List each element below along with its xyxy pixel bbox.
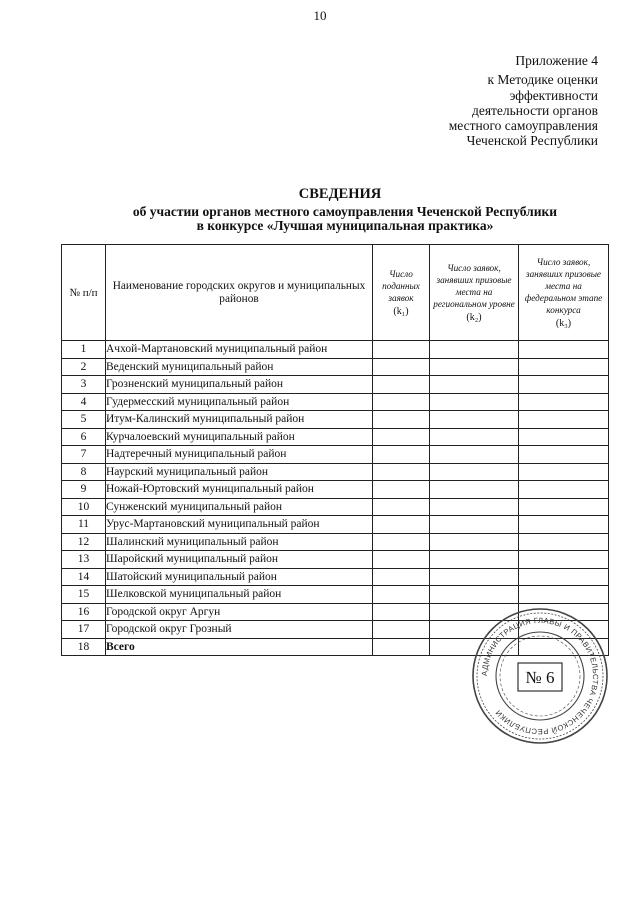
row-name: Шалинский муниципальный район bbox=[106, 533, 373, 551]
table-row bbox=[62, 428, 609, 446]
row-number: 18 bbox=[62, 638, 106, 656]
cell-k3 bbox=[519, 516, 609, 534]
header-k3-symbol: (k₃) bbox=[555, 317, 572, 329]
cell-k3 bbox=[519, 376, 609, 394]
appendix-line: Приложение 4 bbox=[515, 53, 598, 68]
cell-k2 bbox=[430, 568, 519, 586]
row-number: 8 bbox=[62, 463, 106, 481]
appendix-note bbox=[449, 53, 598, 149]
cell-k1 bbox=[373, 586, 430, 604]
cell-k3 bbox=[519, 481, 609, 499]
cell-k1 bbox=[373, 516, 430, 534]
row-number: 13 bbox=[62, 551, 106, 569]
row-number: 11 bbox=[62, 516, 106, 534]
row-number: 14 bbox=[62, 568, 106, 586]
row-name: Итум-Калинский муниципальный район bbox=[106, 411, 373, 429]
table-row bbox=[62, 411, 609, 429]
row-name: Веденский муниципальный район bbox=[106, 358, 373, 376]
official-stamp bbox=[470, 606, 610, 746]
appendix-line: местного самоуправления bbox=[448, 118, 598, 134]
cell-k1 bbox=[373, 358, 430, 376]
row-name: Шаройский муниципальный район bbox=[106, 551, 373, 569]
table-row bbox=[62, 341, 609, 359]
cell-k1 bbox=[373, 551, 430, 569]
document-subtitle bbox=[0, 205, 640, 233]
row-name: Ножай-Юртовский муниципальный район bbox=[106, 481, 373, 499]
cell-k3 bbox=[519, 411, 609, 429]
header-k2-symbol: (k₂) bbox=[466, 311, 482, 323]
document-title: СВЕДЕНИЯ bbox=[298, 186, 382, 202]
stamp-ring-text: АДМИНИСТРАЦИЯ ГЛАВЫ И ПРАВИТЕЛЬСТВА ЧЕЧЕНСКОЙ РЕСПУБЛИКИ bbox=[479, 615, 601, 737]
table-row bbox=[62, 463, 609, 481]
cell-k3 bbox=[519, 393, 609, 411]
row-number: 10 bbox=[62, 498, 106, 516]
cell-k1 bbox=[373, 621, 430, 639]
row-number: 17 bbox=[62, 621, 106, 639]
cell-k2 bbox=[430, 393, 519, 411]
row-name: Шелковской муниципальный район bbox=[106, 586, 373, 604]
header-k1-symbol: (k₁) bbox=[393, 305, 409, 317]
page-number: 10 bbox=[313, 8, 327, 23]
cell-k3 bbox=[519, 446, 609, 464]
cell-k2 bbox=[430, 481, 519, 499]
appendix-line: эффективности bbox=[509, 87, 598, 103]
row-number: 3 bbox=[62, 376, 106, 394]
appendix-line: Чеченской Республики bbox=[466, 133, 598, 149]
row-name: Шатойский муниципальный район bbox=[106, 568, 373, 586]
cell-k2 bbox=[430, 551, 519, 569]
cell-k1 bbox=[373, 446, 430, 464]
header-k3-text: Число заявок, занявших призовые места на федеральном этапе конкурса bbox=[524, 256, 603, 315]
cell-k1 bbox=[373, 498, 430, 516]
appendix-line: деятельности органов bbox=[471, 102, 598, 118]
cell-k1 bbox=[373, 638, 430, 656]
table-row bbox=[62, 358, 609, 376]
row-number: 16 bbox=[62, 603, 106, 621]
cell-k2 bbox=[430, 463, 519, 481]
header-k3 bbox=[519, 245, 609, 341]
row-name: Городской округ Аргун bbox=[106, 603, 373, 621]
header-number: № п/п bbox=[62, 245, 106, 341]
cell-k3 bbox=[519, 358, 609, 376]
cell-k2 bbox=[430, 428, 519, 446]
table-row bbox=[62, 533, 609, 551]
table-row bbox=[62, 481, 609, 499]
cell-k2 bbox=[430, 446, 519, 464]
table-row bbox=[62, 551, 609, 569]
table-row bbox=[62, 516, 609, 534]
header-k2 bbox=[430, 245, 519, 341]
header-k1 bbox=[373, 245, 430, 341]
cell-k1 bbox=[373, 463, 430, 481]
report-table bbox=[61, 244, 609, 656]
row-number: 9 bbox=[62, 481, 106, 499]
cell-k1 bbox=[373, 568, 430, 586]
subtitle-line-1: об участии органов местного самоуправления Чеченской Республики bbox=[132, 204, 558, 219]
table-row bbox=[62, 568, 609, 586]
row-name: Городской округ Грозный bbox=[106, 621, 373, 639]
row-name: Гудермесский муниципальный район bbox=[106, 393, 373, 411]
cell-k1 bbox=[373, 341, 430, 359]
cell-k3 bbox=[519, 498, 609, 516]
cell-k1 bbox=[373, 411, 430, 429]
row-number: 1 bbox=[62, 341, 106, 359]
cell-k1 bbox=[373, 481, 430, 499]
row-name: Урус-Мартановский муниципальный район bbox=[106, 516, 373, 534]
cell-k1 bbox=[373, 393, 430, 411]
header-k1-text: Число поданных заявок bbox=[382, 268, 420, 303]
row-name: Всего bbox=[106, 638, 373, 656]
cell-k3 bbox=[519, 568, 609, 586]
row-number: 4 bbox=[62, 393, 106, 411]
table-row bbox=[62, 393, 609, 411]
row-number: 12 bbox=[62, 533, 106, 551]
row-number: 6 bbox=[62, 428, 106, 446]
cell-k1 bbox=[373, 603, 430, 621]
table-row bbox=[62, 376, 609, 394]
cell-k2 bbox=[430, 411, 519, 429]
stamp-number: № 6 bbox=[525, 668, 555, 687]
cell-k2 bbox=[430, 498, 519, 516]
cell-k3 bbox=[519, 428, 609, 446]
row-number: 2 bbox=[62, 358, 106, 376]
row-name: Ачхой-Мартановский муниципальный район bbox=[106, 341, 373, 359]
table-header-row bbox=[62, 245, 609, 341]
row-name: Курчалоевский муниципальный район bbox=[106, 428, 373, 446]
row-name: Наурский муниципальный район bbox=[106, 463, 373, 481]
subtitle-line-2: в конкурсе «Лучшая муниципальная практика» bbox=[196, 218, 494, 233]
cell-k2 bbox=[430, 341, 519, 359]
header-k2-text: Число заявок, занявших призовые места на региональном уровне bbox=[433, 262, 515, 309]
row-name: Грозненский муниципальный район bbox=[106, 376, 373, 394]
cell-k3 bbox=[519, 533, 609, 551]
cell-k2 bbox=[430, 533, 519, 551]
header-name: Наименование городских округов и муниципальных районов bbox=[106, 245, 373, 341]
cell-k2 bbox=[430, 358, 519, 376]
cell-k1 bbox=[373, 428, 430, 446]
table-row bbox=[62, 498, 609, 516]
cell-k2 bbox=[430, 376, 519, 394]
cell-k1 bbox=[373, 376, 430, 394]
cell-k2 bbox=[430, 516, 519, 534]
cell-k1 bbox=[373, 533, 430, 551]
row-name: Надтеречный муниципальный район bbox=[106, 446, 373, 464]
cell-k3 bbox=[519, 586, 609, 604]
table-row bbox=[62, 446, 609, 464]
cell-k3 bbox=[519, 341, 609, 359]
row-number: 15 bbox=[62, 586, 106, 604]
cell-k2 bbox=[430, 586, 519, 604]
appendix-line: к Методике оценки bbox=[487, 72, 598, 88]
cell-k3 bbox=[519, 551, 609, 569]
row-name: Сунженский муниципальный район bbox=[106, 498, 373, 516]
row-number: 5 bbox=[62, 411, 106, 429]
table-row bbox=[62, 586, 609, 604]
row-number: 7 bbox=[62, 446, 106, 464]
cell-k3 bbox=[519, 463, 609, 481]
